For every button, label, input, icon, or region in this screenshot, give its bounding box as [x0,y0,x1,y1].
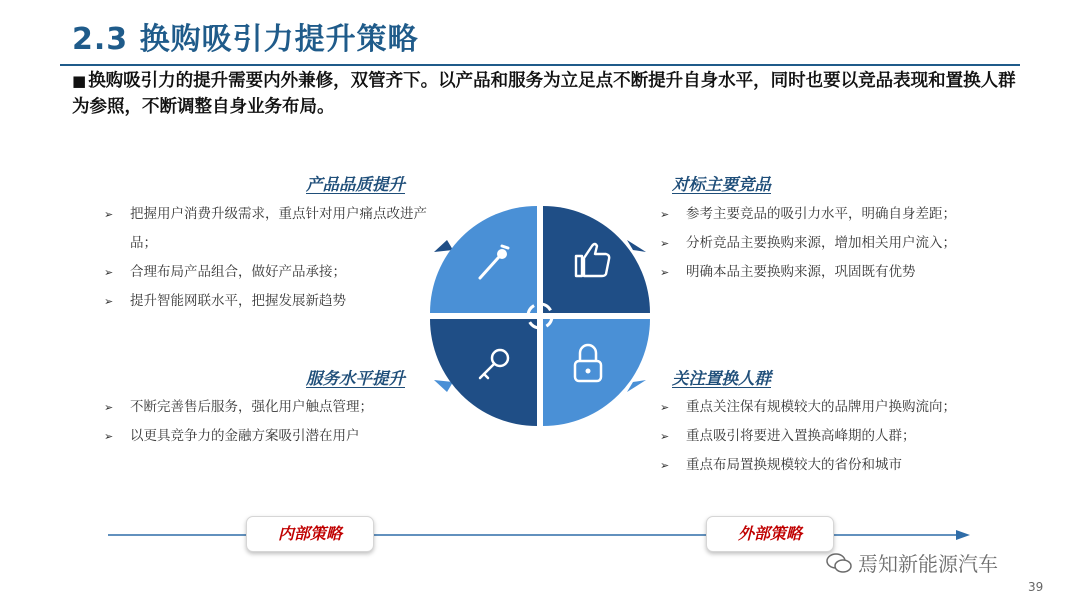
product-quality-title: 产品品质提升 [306,175,405,194]
list-item: ➢ 重点布局置换规模较大的省份和城市 [660,451,990,480]
quadrant-top-left [430,206,537,313]
quadrant-bottom-right [543,319,650,426]
arrow-bullet-icon: ➢ [660,459,670,472]
external-strategy-tag: 外部策略 [706,516,834,552]
pointer-bottom-left [434,380,453,392]
timeline-arrow [108,527,972,543]
list-item: ➢ 把握用户消费升级需求，重点针对用户痛点改进产品； [104,200,434,258]
square-bullet-icon: ■ [72,72,87,90]
arrow-bullet-icon: ➢ [104,401,114,414]
product-quality-list [104,200,434,316]
arrow-bullet-icon: ➢ [660,266,670,279]
cycle-ring-icon [528,304,552,328]
service-level-list [104,393,434,451]
competitor-benchmark-title: 对标主要竞品 [672,175,771,194]
arrow-bullet-icon: ➢ [660,237,670,250]
intro-paragraph [72,68,1032,120]
service-level-title: 服务水平提升 [306,369,405,388]
title-underline [60,64,1020,66]
quadrant-circle-diagram [420,196,660,436]
list-item: ➢ 明确本品主要换购来源，巩固既有优势 [660,258,990,287]
watermark-text: 焉知新能源汽车 [858,552,998,576]
page-title: 2.3 换购吸引力提升策略 [72,22,419,57]
arrow-bullet-icon: ➢ [660,208,670,221]
list-item: ➢ 合理布局产品组合，做好产品承接； [104,258,434,287]
arrow-bullet-icon: ➢ [104,266,114,279]
arrow-bullet-icon: ➢ [104,208,114,221]
list-item: ➢ 以更具竞争力的金融方案吸引潜在用户 [104,422,434,451]
intro-text: 换购吸引力的提升需要内外兼修，双管齐下。以产品和服务为立足点不断提升自身水平，同时也要以竞品表现和置换人群为参照，不断调整自身业务布局。 [72,71,1016,117]
list-item: ➢ 提升智能网联水平，把握发展新趋势 [104,287,434,316]
pointer-bottom-right [627,380,646,392]
pointer-top-right [627,240,646,252]
replacement-crowd-list [660,393,990,480]
quadrant-top-right [543,206,650,313]
competitor-benchmark-list [660,200,990,287]
arrow-bullet-icon: ➢ [660,401,670,414]
page-number: 39 [1028,580,1044,594]
wechat-icon [826,552,852,574]
list-item: ➢ 参考主要竞品的吸引力水平，明确自身差距； [660,200,990,229]
internal-strategy-tag: 内部策略 [246,516,374,552]
replacement-crowd-title: 关注置换人群 [672,369,771,388]
list-item: ➢ 重点关注保有规模较大的品牌用户换购流向； [660,393,990,422]
list-item: ➢ 重点吸引将要进入置换高峰期的人群； [660,422,990,451]
pointer-top-left [434,240,453,252]
list-item: ➢ 不断完善售后服务，强化用户触点管理； [104,393,434,422]
list-item: ➢ 分析竞品主要换购来源，增加相关用户流入； [660,229,990,258]
quadrant-bottom-left [430,319,537,426]
arrow-bullet-icon: ➢ [104,295,114,308]
arrow-bullet-icon: ➢ [104,430,114,443]
watermark [826,548,998,577]
arrow-bullet-icon: ➢ [660,430,670,443]
